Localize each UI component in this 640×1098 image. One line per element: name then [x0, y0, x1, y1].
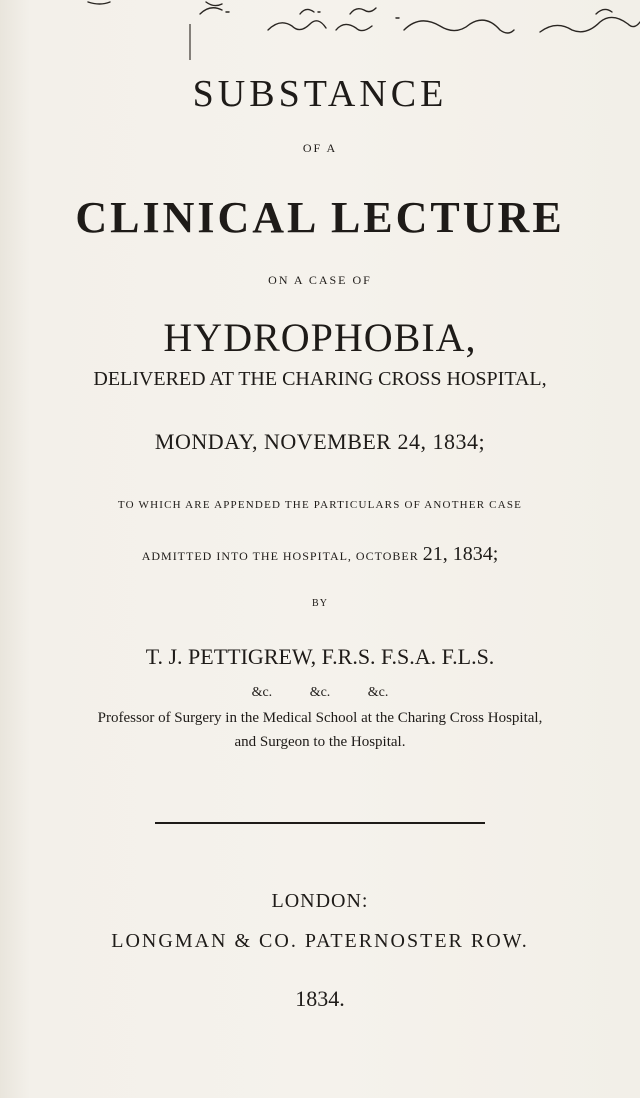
author-line: T. J. PETTIGREW, F.R.S. F.S.A. F.L.S. [145, 644, 495, 669]
title-subject: HYDROPHOBIA, [163, 315, 477, 360]
delivered-line: DELIVERED AT THE CHARING CROSS HOSPITAL, [93, 368, 547, 390]
handwritten-annotation [0, 0, 640, 60]
imprint-year: 1834. [295, 986, 345, 1011]
imprint-publisher: LONGMAN & CO. PATERNOSTER ROW. [111, 930, 529, 952]
date-line: MONDAY, NOVEMBER 24, 1834; [154, 429, 486, 454]
admitted-line [0, 543, 640, 566]
imprint-place: LONDON: [271, 890, 369, 912]
subtitle-of-a: OF A [302, 141, 338, 155]
etc-item: &c. [367, 685, 389, 700]
title-line-clinical-lecture: CLINICAL LECTURE [75, 193, 565, 242]
by-line: BY [312, 598, 328, 609]
subtitle-on-a-case-of: ON A CASE OF [268, 273, 372, 287]
admitted-text: ADMITTED INTO THE HOSPITAL, OCTOBER [141, 549, 419, 563]
professor-line-1: Professor of Surgery in the Medical School at the Charing Cross Hospital, [97, 710, 543, 726]
etc-item: &c. [251, 685, 273, 700]
admitted-date: 21, 1834; [422, 543, 499, 565]
title-line-substance: SUBSTANCE [192, 73, 448, 115]
professor-line-2: and Surgeon to the Hospital. [234, 734, 406, 750]
etc-line [0, 685, 640, 701]
etc-item: &c. [309, 685, 331, 700]
horizontal-rule [155, 822, 485, 824]
appended-line: TO WHICH ARE APPENDED THE PARTICULARS OF ANOTHER CASE [117, 499, 523, 511]
